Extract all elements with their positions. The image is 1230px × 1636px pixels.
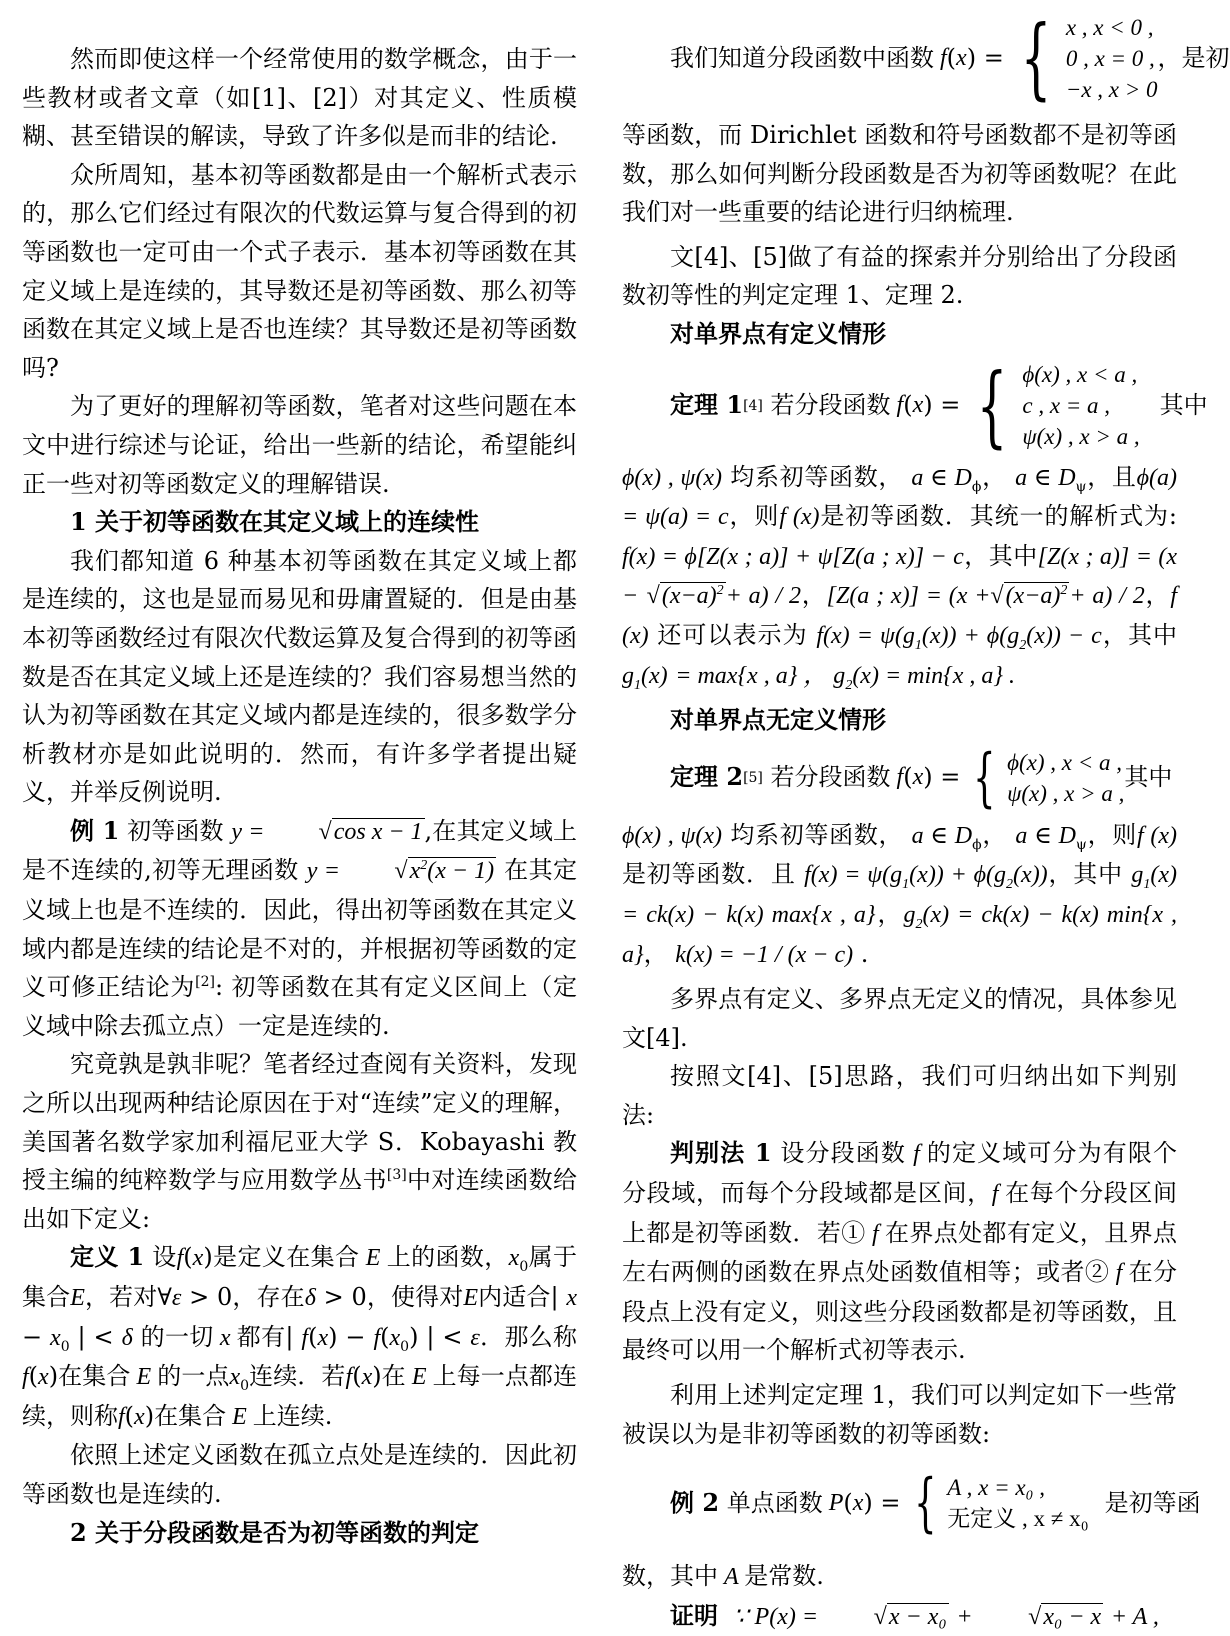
formula: (x)) (1013, 862, 1048, 889)
text: 若分段函数 (770, 391, 891, 420)
left-column (22, 0, 577, 1552)
formula: (x)) − c (1026, 622, 1102, 649)
definition-1: 定义 1 设f(x)是定义在集合 E 上的函数，$x_0$属于集合E，若对∀ε > 0，存在δ > 0，使得对E内适合| $x - x_0$ | < δ 的一切 x 都有| $f(x) - f(x_0)$ | < ε．那么称f(x)在集合 E 的一点$x_0$连续．若f(x)在 E 上每一点都连续，则称f(x)在集合 E 上连续. (22, 1242, 578, 1430)
paragraph: 我们都知道 6 种基本初等函数在其定义域上都是连续的，这也是显而易见和毋庸置疑的．但是由基本初等函数经过有限次代数运算及复合得到的初等函数是否在其定义域上还是连续的？我们容易想当然的认为初等函数在其定义域内都是连续的，很多数学分析教材亦是如此说明的．然而，有许多学者提出疑义，并举反例说明. (22, 546, 577, 807)
text: 还可以表示为 (657, 620, 808, 649)
text: 的一点 (157, 1362, 230, 1391)
section-heading: 1 关于初等函数在其定义域上的连续性 (70, 507, 480, 537)
formula: = max{x , a} ， $g_2(x) = \min\{x$ , a} . (675, 662, 1015, 693)
text: ，若对 (84, 1283, 158, 1311)
text: 的一切 (140, 1322, 214, 1351)
text: 上的函数， (386, 1243, 509, 1272)
text: 上连续. (252, 1401, 333, 1430)
formula: a ∈ D (1015, 822, 1076, 849)
brace: { (1020, 6, 1052, 109)
text: ．那么称 (479, 1322, 578, 1351)
text: 上每一点都连续，则称 (22, 1362, 578, 1430)
text: 在其定义域上也是不连续的．因此，得出初等函数在其定义域内都是连续的结论是不对的，并根据初等函数的定义可修正结论为 (22, 856, 577, 1002)
paragraph: 等函数，而 Dirichlet 函数和符号函数都不是初等函数，那么如何判断分段函数是否为初等函数呢？在此我们对一些重要的结论进行归纳梳理. (622, 121, 1177, 227)
brace: { (913, 1466, 937, 1541)
example-label: 例 1 (70, 815, 120, 845)
text: ，使得对 (366, 1283, 464, 1311)
formula: g (622, 662, 634, 689)
formula: f (x) (779, 504, 820, 531)
formula: + (956, 1603, 973, 1630)
text: 在每个分段区间上都是初等函数．若① (622, 1179, 1178, 1247)
text: ，且 (1086, 462, 1137, 491)
formula: [Z(a ; x)] = (x + (826, 583, 991, 610)
case: 无定义 , x ≠ x₀ (947, 1506, 1089, 1532)
formula: x − x₀ (888, 1603, 947, 1630)
formula: f (x) (1137, 822, 1178, 849)
text: 其中 (1124, 763, 1173, 792)
example-2-header: 例 2 单点函数 P ( x ) = { A , x = x₀ , 无定义 , x ≠ x₀ 是初等函 (670, 1466, 1201, 1541)
formula: y = √cos x − 1 (231, 818, 423, 845)
formula: a ∈ D (911, 464, 972, 491)
formula: + a) / 2 (725, 583, 801, 610)
text: 在界点处都有定义，且界点左右两侧的函数在界点处函数值相等；或者② (622, 1218, 1178, 1287)
formula: + A , (1110, 1603, 1159, 1630)
text: 初等函数 (127, 816, 224, 845)
paragraph: 多界点有定义、多界点无定义的情况，具体参见文[4]. (622, 985, 1177, 1052)
text: ，其中 (963, 541, 1038, 570)
text: 都有 (236, 1322, 286, 1351)
text: 属于集合 (22, 1243, 578, 1311)
formula: f(x) = ϕ[Z(x ; a)] + ψ[Z(a ; x)] − c (622, 543, 964, 570)
text: ，其中 (1047, 860, 1123, 889)
formula: $f(x) = \psi(g_1(x)) + \phi(g_2(x)) - c$ (816, 622, 1102, 653)
formula: (x) = min{x , a} . (852, 662, 1015, 689)
theorem-2-body: ϕ(x) , ψ(x) 均系初等函数， a ∈ $D_\phi$， a ∈ $D_\psi$，则f (x) 是初等函数．且 $f(x) = \psi(g_1(x)) + \phi(g_2(x))$，其中 $g_1(x) = ck(x) - k(x)$ max{x , a}，$g_2(x) = ck(x) - k(x)$ min{x , a}， k(x) = −1 / (x − c) . (622, 820, 1178, 968)
piecewise-cases (1066, 12, 1158, 105)
text: 其中 (1127, 620, 1178, 649)
formula: √x − x₀ (873, 1603, 947, 1630)
case: c , x = a , (1022, 393, 1111, 419)
paragraph: 按照文[4]、[5]思路，我们可归纳出如下判别法: (622, 1062, 1177, 1129)
formula: k(x) = −1 / (x − c) (675, 941, 854, 968)
text: 究竟孰是孰非呢？笔者经过查阅有关资料，发现之所以出现两种结论原因在于对“连续”定义的理解，美国著名数学家加利福尼亚大学 S．Kobayashi 教授主编的纯粹数学与应用数学丛书 (22, 1050, 577, 1195)
formula: f(x) = ψ(g (816, 622, 915, 649)
citation: [3] (386, 1167, 407, 1184)
formula: f(x) = ψ(g (804, 862, 903, 889)
case: −x , x > 0 (1065, 76, 1158, 102)
formula: = ck(x) − k(x) max{x , a} (622, 901, 876, 928)
brace: { (973, 740, 996, 815)
text: 是初等函数．且 (622, 860, 796, 889)
formula: (x)) + ϕ(g (921, 622, 1020, 649)
example-1 (22, 812, 577, 1046)
text: ,在其定义域上是不连续的,初等无理函数 (22, 816, 577, 885)
piecewise-cases (1007, 747, 1124, 809)
text: 设分段函数 (780, 1139, 906, 1168)
text: ， (981, 820, 1008, 849)
formula: $f(x) = \psi(g_1(x)) + \phi(g_2(x))$ (804, 862, 1048, 893)
case: ψ(x) , x > a , (1022, 424, 1140, 450)
formula: $y = √x^2(x - 1)$ (306, 858, 495, 885)
formula: √x₀ − x (1028, 1603, 1102, 1630)
section-heading: 2 关于分段函数是否为初等函数的判定 (70, 1517, 480, 1547)
formula: $√(x-a)^2$ (646, 583, 724, 610)
text: 在分段点上没有定义，则这些分段函数都是初等函数，且最终可以用一个解析式初等表示. (622, 1258, 1178, 1365)
criterion-label: 判别法 1 (670, 1138, 772, 1168)
formula: (x) = ck(x) − k(x) min{x , a} (622, 901, 1178, 968)
text: 在集合 (58, 1362, 131, 1391)
paragraph: 为了更好的理解初等函数，笔者对这些问题在本文中进行综述与论证，给出一些新的结论，希望能纠正一些对初等函数定义的理解错误. (22, 392, 577, 498)
brace: { (976, 353, 1008, 457)
text: 均系初等函数， (730, 462, 904, 491)
formula: x₀ − x (1043, 1603, 1102, 1630)
paragraph: 利用上述判定定理 1，我们可以判定如下一些常被误以为是非初等函数的初等函数: (622, 1381, 1177, 1448)
theorem-label: 定理 1 (670, 390, 744, 420)
criterion-1: 判别法 1 设分段函数 f 的定义域可分为有限个分段域，而每个分段域都是区间，f 在每个分段区间上都是初等函数．若① f 在界点处都有定义，且界点左右两侧的函数在界点处函数值相等；或者② f 在分段点上没有定义，则这些分段函数都是初等函数，且最终可以用一个解析式初等表示. (622, 1138, 1178, 1365)
proof (622, 1597, 1177, 1636)
case: x , x < 0 , (1065, 14, 1154, 40)
paragraph: 然而即使这样一个经常使用的数学概念，由于一些教材或者文章（如[1]、[2]）对其定义、性质模糊、甚至错误的解读，导致了许多似是而非的结论. (22, 45, 577, 151)
text: 内适合 (478, 1283, 551, 1311)
formula: ϕ(x) , ψ(x) (622, 822, 723, 849)
right-column (622, 0, 1230, 1636)
text: 数，其中 (622, 1562, 718, 1591)
formula: a ∈ D (911, 822, 973, 849)
definition-label: 定义 1 (70, 1242, 145, 1272)
text: 在 (381, 1362, 406, 1391)
piecewise-line: 我们知道分段函数中函数 f ( x ) = { x , x < 0 , 0 , x = 0 , −x , x > 0 ，是初 (670, 6, 1230, 109)
formula: (x−a) (661, 583, 717, 610)
text: 中对连续函数给出如下定义: (22, 1166, 578, 1233)
formula: ϕ(x) , ψ(x) (622, 464, 722, 491)
text: ，则 (728, 502, 780, 531)
formula: a ∈ D (1015, 464, 1076, 491)
formula: f (x) (622, 583, 1178, 649)
text: 是初等函 (1104, 1488, 1201, 1517)
text: ，存在 (232, 1283, 305, 1311)
text: 的定义域可分为有限个分段域，而每个分段域都是区间， (622, 1139, 1177, 1208)
case: ϕ(x) , x < a , (1022, 362, 1138, 388)
text: 连续．若 (249, 1362, 346, 1391)
theorem-2-header: 定理 2 [5] 若分段函数 f ( x ) = { ϕ(x) , x < a , ψ(x) , x > a , 其中 (670, 740, 1173, 815)
section-heading: 对单界点无定义情形 (670, 705, 886, 735)
piecewise-cases (1022, 359, 1139, 452)
formula: + a) / 2 (1069, 583, 1145, 610)
case: ψ(x) , x > a , (1007, 780, 1125, 806)
case: A , x = x₀ , (947, 1475, 1046, 1501)
formula: = max{x , a} ， g (675, 662, 846, 689)
text: 是初等函数．其统一的解析式为: (819, 502, 1178, 531)
formula: (x)) + ϕ(g (909, 862, 1007, 889)
case: ϕ(x) , x < a , (1007, 749, 1122, 775)
text: ，是初 (1157, 43, 1230, 72)
formula: f (934, 44, 947, 71)
piecewise-cases (947, 1472, 1088, 1534)
text: 是常数. (744, 1562, 824, 1591)
text: 设 (152, 1243, 177, 1272)
section-heading: 对单界点有定义情形 (670, 318, 886, 348)
paragraph (22, 1045, 577, 1238)
case: 0 , x = 0 , (1065, 45, 1155, 71)
formula: ϕ(a) = ψ(a) = c (622, 464, 1177, 531)
paragraph: 数，其中 A 是常数. (622, 1562, 824, 1591)
theorem-1-header: 定理 1 [4] 若分段函数 f ( x ) = { ϕ(x) , x < a , c , x = a , ψ(x) , x > a , 其中 (670, 353, 1208, 457)
proof-label: 证明 (670, 1600, 718, 1630)
text: 单点函数 (726, 1488, 823, 1517)
citation: [2] (195, 974, 215, 991)
example-label: 例 2 (670, 1487, 720, 1517)
text: 是定义在集合 (212, 1243, 360, 1272)
text: 我们知道分段函数中函数 (670, 43, 934, 72)
paragraph: 依照上述定义函数在孤立点处是连续的．因此初等函数也是连续的. (22, 1441, 577, 1508)
theorem-label: 定理 2 (670, 762, 744, 792)
text: ， (981, 462, 1007, 491)
formula: [Z(x ; a)] = (x − (622, 543, 1178, 610)
text: 若分段函数 (770, 763, 891, 792)
formula: $√(x-a)^2$ (990, 583, 1068, 610)
theorem-1-body: ϕ(x) , ψ(x) 均系初等函数， a ∈ $D_\phi$， a ∈ $D_\psi$，且ϕ(a) = ψ(a) = c，则f (x)是初等函数．其统一的解析式为: f(x) = ϕ[Z(x ; a)] + ψ[Z(a ; x)] − c，其中[Z(x ; $a)] = (x - √(x-a)^2+ a) / 2$，[Z(a ; $x)] = (x +√(x-a)^2+ a) / 2$，f (x) 还可以表示为 $f(x) = \psi(g_1(x)) + \phi(g_2(x)) - c$，其中 $g_1(x) = \max\{x$ , a} ， $g_2(x) = \min\{x$ , a} . (622, 462, 1178, 693)
text: : 初等函数在其有定义区间上（定义域中除去孤立点）一定是连续的. (22, 973, 578, 1040)
text: 均系初等函数， (730, 820, 904, 849)
formula: (x−a) (1005, 583, 1061, 610)
paragraph: 文[4]、[5]做了有益的探索并分别给出了分段函数初等性的判定定理 1、定理 2. (622, 242, 1177, 310)
text: 其中 (1159, 391, 1208, 420)
text: 在集合 (154, 1401, 227, 1430)
paragraph: 众所周知，基本初等函数都是由一个解析式表示的，那么它们经过有限次的代数运算与复合得到的初等函数也一定可由一个式子表示．基本初等函数在其定义域上是连续的，其导数还是初等函数、那么初等函数在其定义域上是否也连续？其导数还是初等函数吗? (22, 160, 577, 382)
text: ，则 (1086, 820, 1137, 849)
formula: ∵ P(x) = (733, 1603, 819, 1630)
